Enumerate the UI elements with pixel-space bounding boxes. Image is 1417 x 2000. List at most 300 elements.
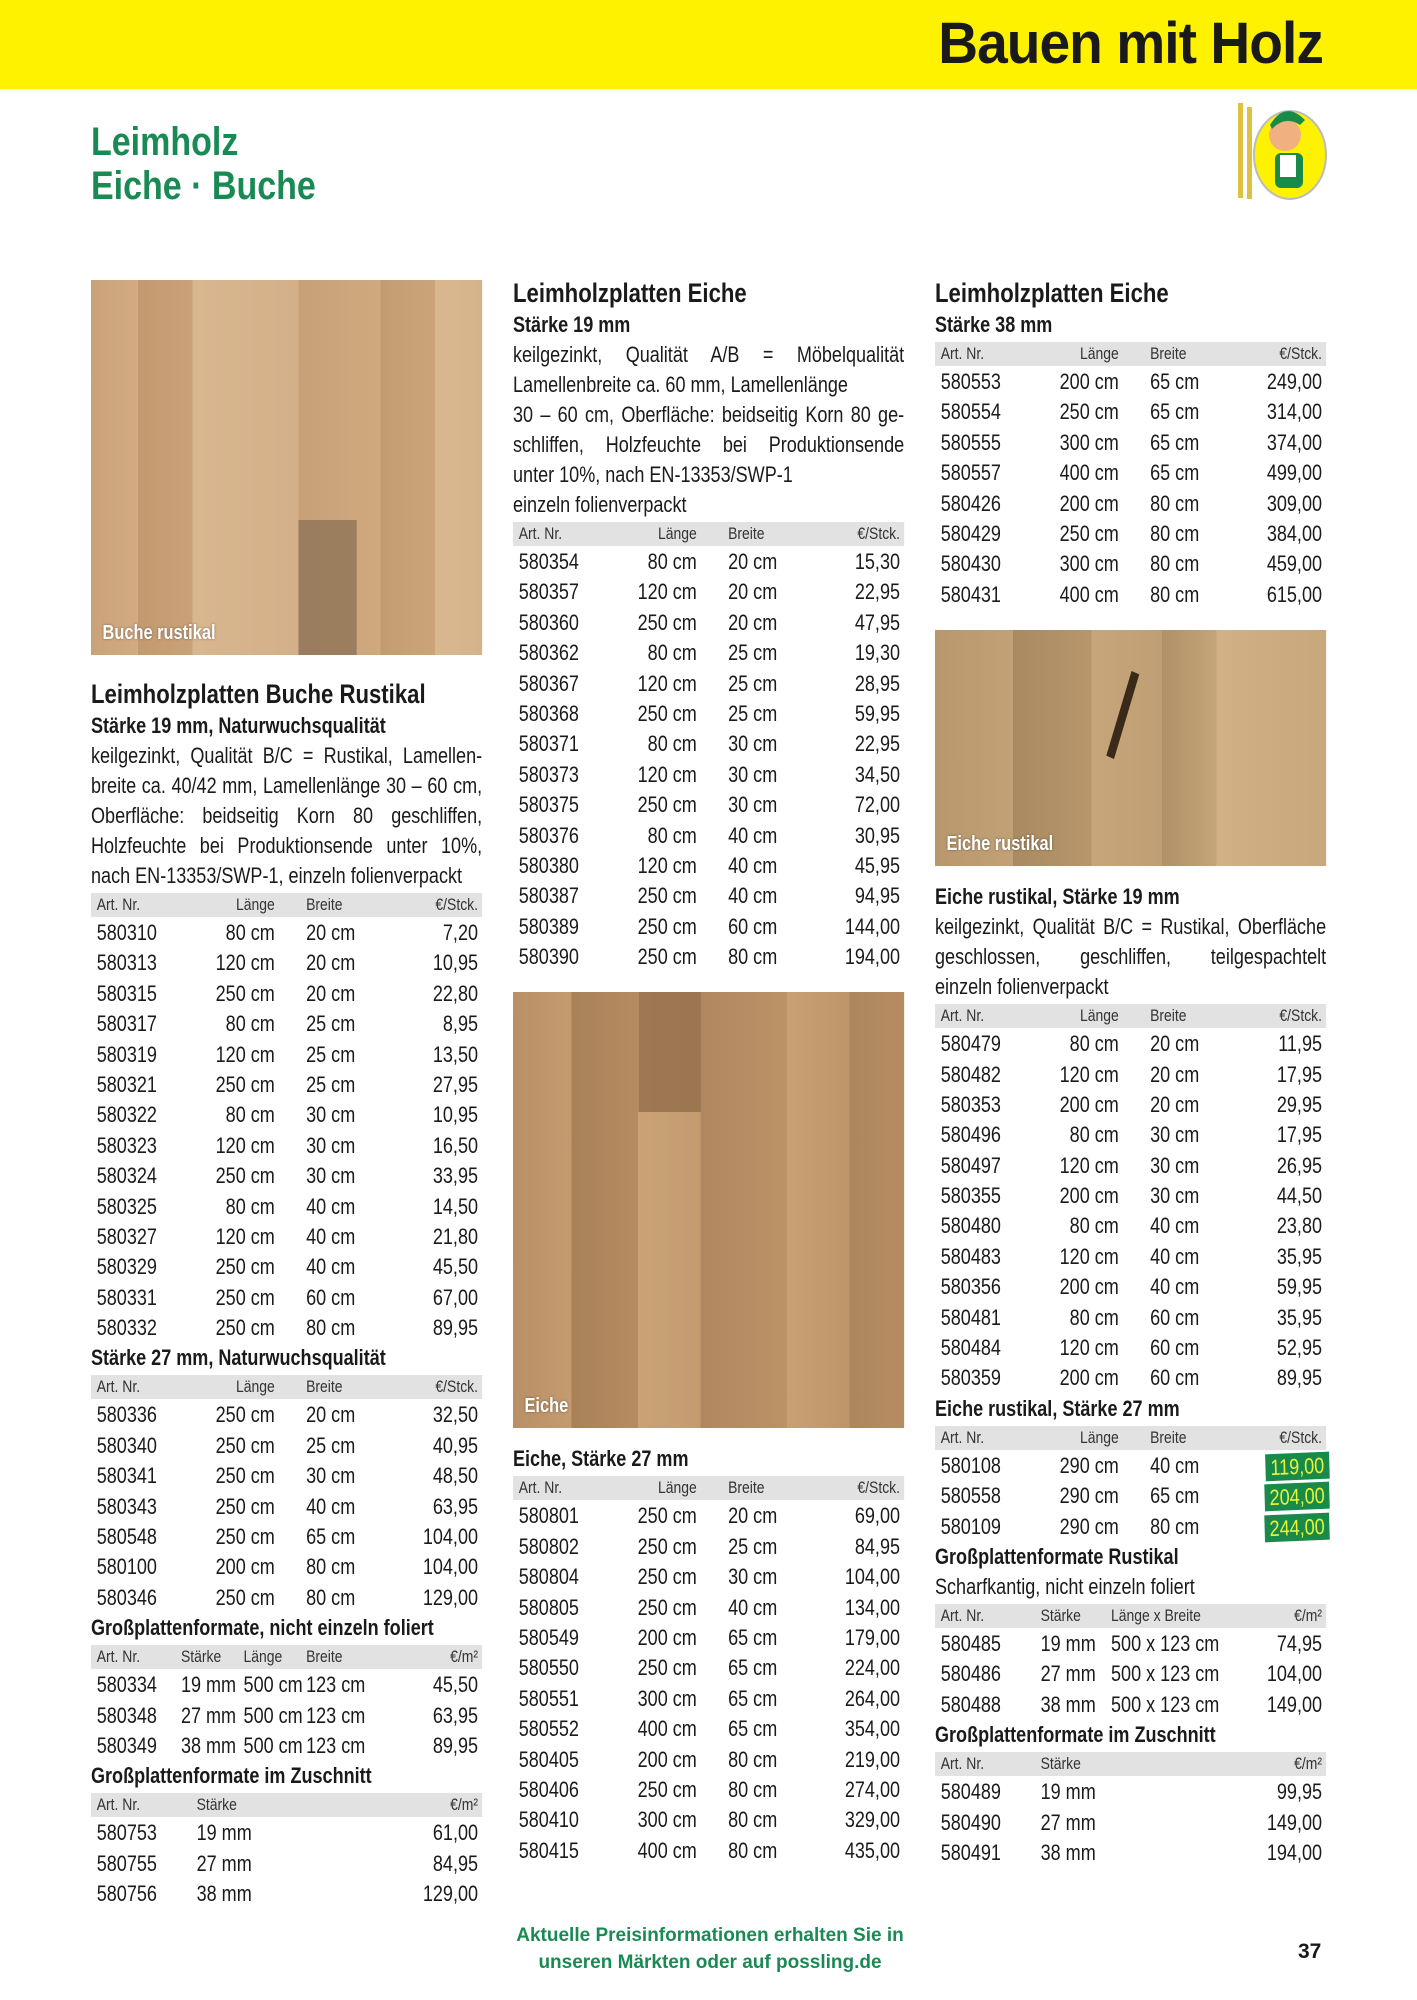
spacer [1119, 397, 1150, 427]
spacer [697, 790, 728, 820]
table-cell: 580491 [940, 1839, 1001, 1865]
table-cell: 120 cm [215, 950, 275, 976]
spacer [1119, 1272, 1150, 1302]
table-cell: 250 cm [637, 883, 697, 909]
price-cell: 13,50 [432, 1041, 479, 1067]
table-cell: 80 cm [225, 920, 275, 945]
price-cell: 224,00 [844, 1655, 901, 1681]
table-cell: 40 cm [728, 1594, 778, 1620]
price-cell: 119,00 [1265, 1451, 1329, 1481]
mascot-logo-icon [1230, 95, 1330, 205]
table-row [935, 1808, 1326, 1838]
table-cell: 30 cm [728, 792, 778, 818]
column-header: €/Stck. [857, 1478, 901, 1498]
spacer [1119, 549, 1150, 579]
price-cell: 45,50 [432, 1254, 479, 1280]
table-cell: 580376 [518, 822, 579, 848]
table-cell: 500 x 123 cm [1111, 1630, 1220, 1656]
column-middle [513, 272, 904, 1866]
wood-photo [91, 280, 482, 655]
table-cell: 80 cm [647, 549, 697, 574]
section-title: Bauen mit Holz [938, 11, 1323, 76]
price-cell: 459,00 [1266, 551, 1323, 577]
price-cell: 8,95 [442, 1011, 479, 1037]
table-cell: 250 cm [215, 1315, 275, 1341]
column-header: €/Stck. [1279, 344, 1323, 363]
table-cell: 19 mm [180, 1672, 237, 1698]
table-row [91, 1161, 482, 1191]
price-cell: 63,95 [432, 1702, 479, 1728]
table-row [91, 1222, 482, 1252]
table-cell: 580359 [940, 1365, 1001, 1391]
table-cell: 580415 [518, 1837, 579, 1863]
table-cell: 30 cm [728, 731, 778, 757]
column-header: Art. Nr. [940, 344, 985, 363]
table-cell: 580480 [940, 1213, 1001, 1239]
table-row [91, 1283, 482, 1313]
table-row [513, 1684, 904, 1714]
table-cell: 500 cm [243, 1732, 303, 1758]
price-cell: 22,80 [432, 980, 479, 1006]
table-row [935, 1481, 1326, 1511]
table-cell: 580325 [96, 1193, 157, 1219]
table-cell: 580755 [96, 1850, 157, 1876]
price-cell: 374,00 [1266, 429, 1323, 455]
table-cell: 250 cm [215, 1493, 275, 1519]
table-header [91, 893, 482, 917]
table-cell: 25 cm [306, 1432, 356, 1458]
table-row [91, 1313, 482, 1343]
table-row [91, 1583, 482, 1613]
table-row [513, 821, 904, 851]
product-description [513, 340, 904, 520]
table-cell: 500 cm [243, 1702, 303, 1728]
table-cell: 40 cm [306, 1193, 356, 1219]
column-header: €/Stck. [1279, 1427, 1323, 1447]
table-cell: 120 cm [637, 670, 697, 696]
spacer [275, 1131, 306, 1161]
table-cell: 250 cm [215, 1071, 275, 1097]
price-cell: 26,95 [1276, 1152, 1323, 1178]
table-cell: 500 x 123 cm [1111, 1691, 1220, 1717]
table-cell: 580802 [518, 1533, 579, 1559]
table-cell: 250 cm [637, 944, 697, 970]
table-row [935, 1451, 1326, 1481]
table-cell: 40 cm [306, 1223, 356, 1249]
table-row [935, 428, 1326, 458]
spacer [1119, 1363, 1150, 1393]
table-cell: 580319 [96, 1041, 157, 1067]
table-cell: 120 cm [1059, 1061, 1119, 1087]
table-cell: 80 cm [728, 1837, 778, 1863]
table-cell: 300 cm [637, 1807, 697, 1833]
table-cell: 580341 [96, 1463, 157, 1489]
table-cell: 580496 [940, 1122, 1001, 1148]
price-cell: 179,00 [844, 1625, 901, 1651]
table-row [513, 1501, 904, 1531]
table-row [935, 1211, 1326, 1241]
table-header [513, 522, 904, 546]
table-header [935, 1604, 1326, 1628]
product-subheading: Stärke 27 mm, Naturwuchsqualität [91, 1345, 386, 1371]
spacer [697, 1501, 728, 1531]
price-cell: 14,50 [432, 1193, 479, 1219]
table-cell: 65 cm [728, 1625, 778, 1651]
column-header: Stärke [1040, 1754, 1081, 1774]
product-subheading: Stärke 19 mm, Naturwuchsqualität [91, 713, 386, 738]
spacer [697, 729, 728, 759]
description-line: keilgezinkt, Qualität B/C = Rustikal, Lamellen- [91, 743, 483, 768]
table-cell: 250 cm [215, 1584, 275, 1610]
table-cell: 20 cm [306, 1402, 356, 1428]
table-cell: 400 cm [637, 1716, 697, 1742]
spacer [697, 1623, 728, 1653]
table-cell: 80 cm [225, 1193, 275, 1219]
table-cell: 250 cm [215, 1402, 275, 1428]
table-cell: 80 cm [225, 1011, 275, 1037]
price-cell: 11,95 [1278, 1031, 1323, 1057]
table-cell: 580550 [518, 1655, 579, 1681]
table-cell: 580486 [940, 1661, 1001, 1687]
column-header: Art. Nr. [940, 1754, 985, 1774]
table-row [513, 699, 904, 729]
table-cell: 30 cm [306, 1463, 356, 1489]
table-row [935, 1029, 1326, 1059]
table-cell: 20 cm [306, 980, 356, 1006]
table-row [935, 580, 1326, 610]
table-cell: 123 cm [306, 1732, 366, 1758]
table-cell: 580483 [940, 1243, 1001, 1269]
table-cell: 20 cm [728, 609, 778, 635]
table-row [935, 1303, 1326, 1333]
table-header [935, 1426, 1326, 1450]
table-cell: 200 cm [637, 1625, 697, 1651]
table-cell: 580371 [518, 731, 579, 757]
table-cell: 580324 [96, 1163, 157, 1189]
table-row [513, 1714, 904, 1744]
column-header: Art. Nr. [96, 1377, 141, 1397]
price-cell: 99,95 [1276, 1779, 1323, 1805]
product-subheading: Eiche, Stärke 27 mm [513, 1446, 689, 1472]
table-row [91, 1100, 482, 1130]
spacer [697, 1562, 728, 1592]
table-row [91, 1701, 482, 1731]
price-table [513, 522, 904, 972]
price-cell: 264,00 [844, 1685, 901, 1711]
table-cell: 290 cm [1059, 1452, 1119, 1478]
spacer [697, 608, 728, 638]
table-cell: 580343 [96, 1493, 157, 1519]
price-cell: 314,00 [1266, 399, 1323, 425]
table-cell: 580109 [940, 1513, 1001, 1539]
table-cell: 580336 [96, 1402, 157, 1428]
column-header: Länge [243, 1647, 283, 1667]
table-cell: 38 mm [196, 1881, 252, 1907]
spacer [1119, 458, 1150, 488]
table-row [513, 608, 904, 638]
table-row [935, 1151, 1326, 1181]
table-cell: 65 cm [728, 1685, 778, 1711]
price-cell: 47,95 [854, 609, 901, 635]
price-cell: 104,00 [844, 1564, 901, 1590]
table-cell: 580557 [940, 460, 1001, 486]
table-cell: 20 cm [306, 920, 356, 945]
spacer [1119, 1211, 1150, 1241]
price-cell: 89,95 [432, 1315, 479, 1341]
table-cell: 250 cm [637, 609, 697, 635]
spacer [697, 699, 728, 729]
table-row [513, 942, 904, 972]
table-row [513, 912, 904, 942]
product-description [935, 912, 1326, 1002]
spacer [697, 1476, 728, 1500]
page-title-line2: Eiche · Buche [91, 164, 316, 208]
table-cell: 250 cm [215, 980, 275, 1006]
table-row [91, 1522, 482, 1552]
description-line: nach EN-13353/SWP-1, einzeln folienverpackt [91, 863, 463, 888]
table-cell: 65 cm [728, 1655, 778, 1681]
table-row [91, 1879, 482, 1909]
table-cell: 290 cm [1059, 1513, 1119, 1539]
table-cell: 580488 [940, 1691, 1001, 1717]
table-cell: 300 cm [637, 1685, 697, 1711]
price-cell: 7,20 [442, 920, 479, 945]
table-header [935, 342, 1326, 366]
table-cell: 580479 [940, 1031, 1001, 1057]
table-cell: 80 cm [1150, 490, 1200, 516]
table-row [91, 1192, 482, 1222]
spacer [1119, 367, 1150, 397]
table-cell: 38 mm [1040, 1691, 1096, 1717]
table-cell: 580108 [940, 1452, 1001, 1478]
table-cell: 580554 [940, 399, 1001, 425]
column-header: Stärke [196, 1795, 237, 1815]
table-cell: 580356 [940, 1274, 1001, 1300]
spacer [275, 979, 306, 1009]
column-header: Länge x Breite [1111, 1605, 1201, 1625]
price-cell: 44,50 [1276, 1183, 1323, 1209]
column-header: Breite [1150, 1006, 1187, 1026]
column-header: Art. Nr. [940, 1427, 985, 1447]
table-cell: 200 cm [637, 1746, 697, 1772]
table-cell: 65 cm [1150, 1483, 1200, 1509]
description-line: 30 – 60 cm, Oberfläche: beidseitig Korn 80 ge- [513, 402, 905, 427]
table-cell: 200 cm [1059, 1274, 1119, 1300]
table-cell: 580482 [940, 1061, 1001, 1087]
column-header: €/Stck. [435, 1377, 479, 1397]
table-cell: 300 cm [1059, 551, 1119, 577]
product-description [935, 1572, 1326, 1602]
price-cell: 69,00 [854, 1503, 901, 1529]
price-cell: 15,30 [854, 549, 901, 574]
table-cell: 40 cm [728, 822, 778, 848]
table-cell: 60 cm [306, 1284, 356, 1310]
table-row [935, 1512, 1326, 1542]
spacer [275, 1100, 306, 1130]
table-cell: 580323 [96, 1132, 157, 1158]
table-row [91, 1818, 482, 1848]
table-row [513, 1805, 904, 1835]
table-header [91, 1793, 482, 1817]
table-cell: 580410 [518, 1807, 579, 1833]
table-row [91, 1252, 482, 1282]
description-line: keilgezinkt, Qualität B/C = Rustikal, Oberfläche [935, 914, 1327, 940]
price-cell: 30,95 [854, 822, 901, 848]
spacer [1119, 1181, 1150, 1211]
table-row [513, 1775, 904, 1805]
table-cell: 40 cm [1150, 1452, 1200, 1478]
column-header: Art. Nr. [940, 1605, 985, 1625]
table-cell: 580558 [940, 1483, 1001, 1509]
price-table [935, 1004, 1326, 1394]
table-cell: 250 cm [1059, 399, 1119, 425]
price-cell: 104,00 [1266, 1661, 1323, 1687]
spacer [275, 1583, 306, 1613]
table-cell: 30 cm [306, 1102, 356, 1128]
price-cell: 22,95 [854, 579, 901, 605]
table-cell: 500 cm [243, 1672, 303, 1698]
table-cell: 25 cm [728, 1533, 778, 1559]
spacer [275, 1313, 306, 1343]
column-header: Breite [306, 895, 343, 914]
table-cell: 65 cm [1150, 460, 1200, 486]
table-cell: 30 cm [728, 1564, 778, 1590]
table-cell: 80 cm [1069, 1122, 1119, 1148]
price-cell: 329,00 [844, 1807, 901, 1833]
page-number: 37 [1298, 1940, 1322, 1963]
table-cell: 290 cm [1059, 1483, 1119, 1509]
price-cell: 72,00 [854, 792, 901, 818]
table-row [91, 1009, 482, 1039]
column-header: €/m² [450, 1647, 479, 1667]
table-cell: 30 cm [728, 761, 778, 787]
table-cell: 580387 [518, 883, 579, 909]
table-cell: 580805 [518, 1594, 579, 1620]
spacer [1119, 489, 1150, 519]
table-row [91, 1400, 482, 1430]
price-cell: 194,00 [844, 944, 901, 970]
table-row [935, 1777, 1326, 1807]
table-cell: 65 cm [1150, 399, 1200, 425]
table-cell: 25 cm [306, 1011, 356, 1037]
table-row [91, 918, 482, 948]
column-header: €/Stck. [857, 524, 901, 543]
table-cell: 580405 [518, 1746, 579, 1772]
table-row [513, 577, 904, 607]
price-table [91, 1793, 482, 1909]
table-cell: 580490 [940, 1809, 1001, 1835]
table-cell: 40 cm [1150, 1213, 1200, 1239]
table-row [513, 851, 904, 881]
table-cell: 250 cm [637, 1503, 697, 1529]
table-cell: 80 cm [647, 822, 697, 848]
price-cell: 354,00 [844, 1716, 901, 1742]
table-cell: 250 cm [215, 1284, 275, 1310]
spacer [697, 942, 728, 972]
table-row [513, 729, 904, 759]
table-row [91, 948, 482, 978]
price-cell: 104,00 [422, 1524, 479, 1550]
price-table [935, 342, 1326, 610]
spacer [275, 1040, 306, 1070]
price-cell: 45,95 [854, 852, 901, 878]
table-cell: 27 mm [180, 1702, 237, 1728]
table-cell: 400 cm [1059, 460, 1119, 486]
table-row [935, 519, 1326, 549]
table-cell: 580430 [940, 551, 1001, 577]
table-cell: 25 cm [306, 1041, 356, 1067]
spacer [275, 918, 306, 948]
table-cell: 120 cm [215, 1132, 275, 1158]
table-cell: 250 cm [637, 1655, 697, 1681]
price-table [513, 1476, 904, 1866]
table-cell: 65 cm [728, 1716, 778, 1742]
price-cell: 104,00 [422, 1554, 479, 1580]
table-cell: 250 cm [637, 1564, 697, 1590]
table-cell: 580327 [96, 1223, 157, 1249]
table-cell: 80 cm [1150, 1513, 1200, 1539]
price-cell: 129,00 [422, 1881, 479, 1907]
product-heading: Leimholzplatten Buche Rustikal [91, 679, 426, 709]
table-cell: 580804 [518, 1564, 579, 1590]
table-cell: 250 cm [215, 1524, 275, 1550]
price-table [91, 893, 482, 1343]
spacer [1119, 1120, 1150, 1150]
table-row [91, 1492, 482, 1522]
table-cell: 400 cm [1059, 581, 1119, 607]
spacer [1119, 1333, 1150, 1363]
price-cell: 35,95 [1276, 1243, 1323, 1269]
spacer [697, 669, 728, 699]
price-cell: 435,00 [844, 1837, 901, 1863]
table-cell: 580429 [940, 520, 1001, 546]
spacer [275, 1400, 306, 1430]
spacer [275, 1522, 306, 1552]
table-cell: 580555 [940, 429, 1001, 455]
table-header [935, 1752, 1326, 1776]
table-cell: 120 cm [1059, 1152, 1119, 1178]
table-cell: 580332 [96, 1315, 157, 1341]
price-cell: 19,30 [854, 640, 901, 666]
column-header: Stärke [1040, 1605, 1081, 1625]
product-subheading: Eiche rustikal, Stärke 19 mm [935, 884, 1180, 910]
table-row [935, 1363, 1326, 1393]
spacer [1119, 1481, 1150, 1511]
spacer [1119, 1426, 1150, 1450]
table-cell: 580380 [518, 852, 579, 878]
table-row [91, 1849, 482, 1879]
table-cell: 580310 [96, 920, 157, 945]
price-cell: 23,80 [1276, 1213, 1323, 1239]
column-header: Art. Nr. [518, 524, 563, 543]
price-cell: 35,95 [1276, 1304, 1323, 1330]
table-cell: 40 cm [728, 883, 778, 909]
table-cell: 580485 [940, 1630, 1001, 1656]
header-bar [0, 0, 1417, 89]
price-cell: 17,95 [1276, 1061, 1323, 1087]
table-cell: 40 cm [306, 1493, 356, 1519]
table-cell: 120 cm [215, 1041, 275, 1067]
photo-caption: Eiche [524, 1395, 569, 1418]
table-cell: 40 cm [728, 852, 778, 878]
spacer [697, 1775, 728, 1805]
spacer [275, 1461, 306, 1491]
table-row [513, 1653, 904, 1683]
spacer [275, 1283, 306, 1313]
table-cell: 65 cm [1150, 369, 1200, 394]
spacer [1119, 1151, 1150, 1181]
spacer [275, 1552, 306, 1582]
